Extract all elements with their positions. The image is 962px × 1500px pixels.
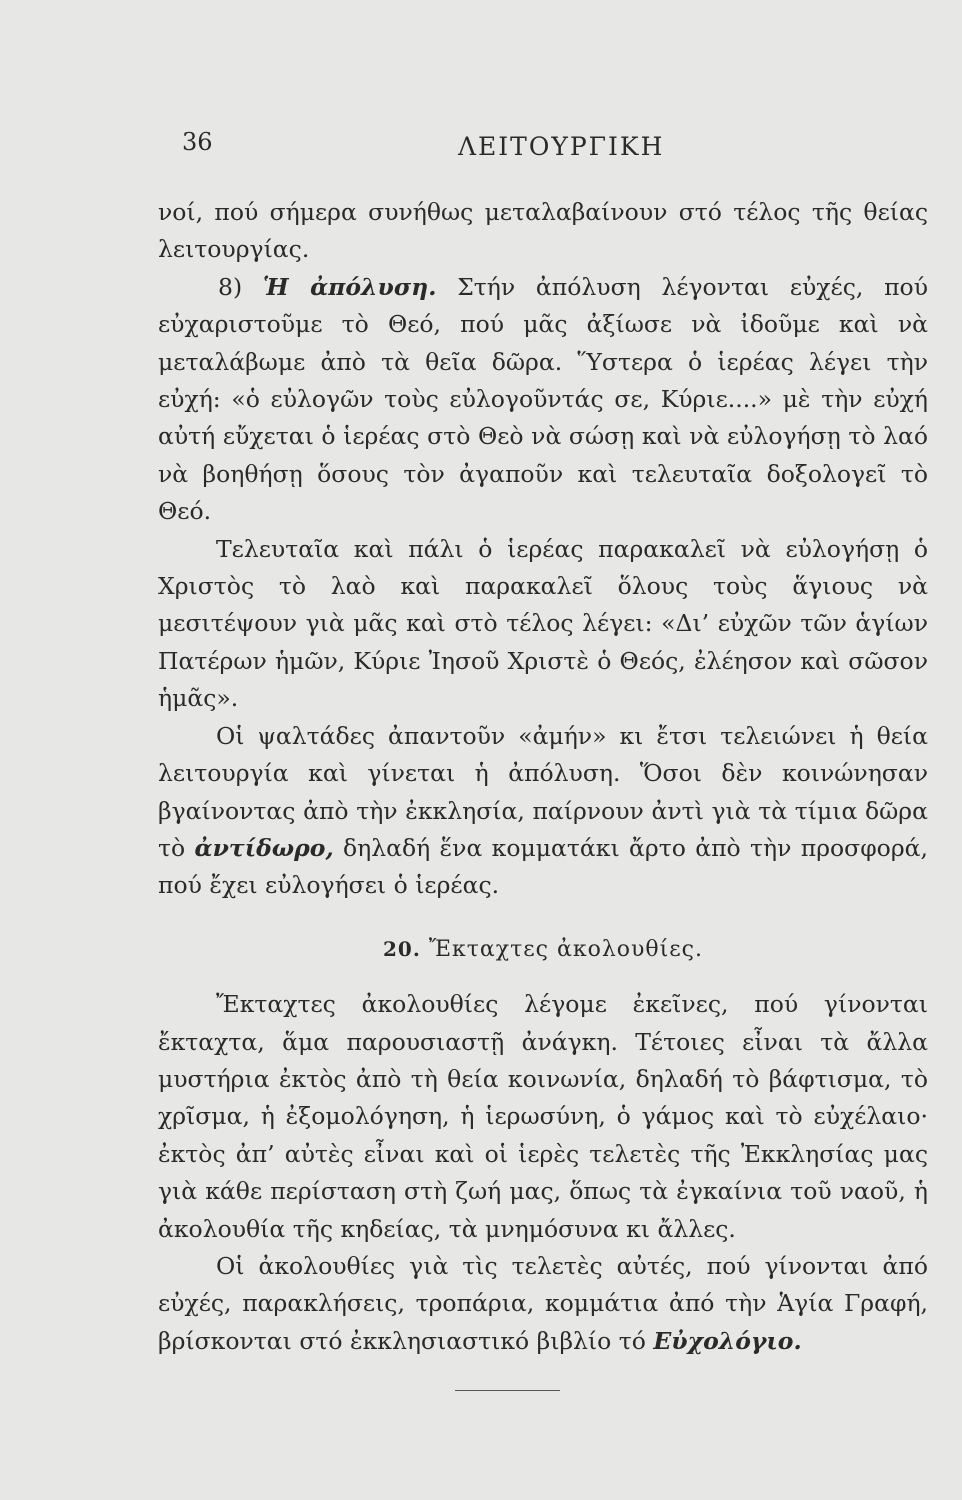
section-heading bbox=[158, 931, 928, 968]
paragraph-antidoro-part1: Οἱ ψαλτάδες ἀπαντοῦν «ἀμήν» κι ἔτσι τελειώνει ἡ θεία λειτουργία καὶ γίνεται ἡ ἀπόλυση. Ὅσοι δὲν κοινώνησαν βγαίνοντας ἀπὸ τὴν ἐκκλησία, παίρνουν ἀντὶ γιὰ τὰ τίμια δῶρα τὸ bbox=[158, 721, 928, 862]
term-euchologio: Εὐχολόγιο. bbox=[653, 1326, 802, 1355]
paragraph-euchologio-text: Οἱ ἀκολουθίες γιὰ τὶς τελετὲς αὐτές, πού γίνονται ἀπό εὐχές, παρακλήσεις, τροπάρια, κομμάτια ἀπό τὴν Ἁγία Γραφή, βρίσκονται στό ἐκκλησιαστικό βιβλίο τό bbox=[158, 1251, 928, 1355]
section-number: 20. bbox=[383, 936, 421, 961]
page-header bbox=[158, 118, 922, 178]
running-head: ΛΕΙΤΟΥΡΓΙΚΗ bbox=[458, 132, 665, 161]
section-title: Ἔκταχτες ἀκολουθίες. bbox=[428, 936, 703, 962]
term-antidoro: ἀντίδωρο, bbox=[194, 833, 334, 862]
item-text: Στήν ἀπόλυση λέγονται εὐχές, πού εὐχαριστοῦμε τὸ Θεό, πού μᾶς ἀξίωσε νὰ ἰδοῦμε καὶ νὰ μεταλάβωμε ἀπὸ τὰ θεῖα δῶρα. Ὕστερα ὁ ἱερέας λέγει τὴν εὐχή: «ὁ εὐλογῶν τοὺς εὐλογοῦντάς σε, Κύριε....» μὲ τὴν εὐχή αὐτή εὔχεται ὁ ἱερέας στὸ Θεὸ νὰ σώσῃ καὶ νὰ εὐλογήσῃ τὸ λαό νὰ βοηθήσῃ ὅσους τὸν ἀγαποῦν καὶ τελευταῖα δοξολογεῖ τὸ Θεό. bbox=[158, 272, 928, 526]
item-title: Ἡ ἀπόλυση. bbox=[262, 272, 437, 301]
paragraph-antidoro-part2: δηλαδή ἕνα κομματάκι ἄρτο ἀπὸ τὴν προσφορά, πού ἔχει εὐλογήσει ὁ ἱερέας. bbox=[158, 833, 928, 900]
paragraph-continuation: νοί, πού σήμερα συνήθως μεταλαβαίνουν στό τέλος τῆς θείας λειτουργίας. bbox=[158, 198, 928, 264]
paragraph-apolysi bbox=[158, 269, 928, 531]
paragraph-final-blessing: Τελευταῖα καὶ πάλι ὁ ἱερέας παρακαλεῖ νὰ εὐλογήσῃ ὁ Χριστὸς τὸ λαὸ καὶ παρακαλεῖ ὅλους τοὺς ἅγιους νὰ μεσιτέψουν γιὰ μᾶς καὶ στὸ τέλος λέγει: «Δι’ εὐχῶν τῶν ἁγίων Πατέρων ἡμῶν, Κύριε Ἰησοῦ Χριστὲ ὁ Θεός, ἐλέησον καὶ σῶσον ἡμᾶς». bbox=[158, 534, 928, 713]
paragraph-antidoro bbox=[158, 718, 928, 905]
item-number: 8) bbox=[218, 272, 243, 301]
paragraph-euchologio bbox=[158, 1248, 928, 1360]
bottom-rule bbox=[455, 1390, 560, 1391]
page-body bbox=[158, 194, 928, 1360]
page-number: 36 bbox=[182, 128, 213, 156]
paragraph-ektaktes: Ἔκταχτες ἀκολουθίες λέγομε ἐκεῖνες, πού γίνονται ἔκταχτα, ἅμα παρουσιαστῇ ἀνάγκη. Τέτοιες εἶναι τὰ ἄλλα μυστήρια ἐκτὸς ἀπὸ τὴ θεία κοινωνία, δηλαδή τὸ βάφτισμα, τὸ χρῖσμα, ἡ ἐξομολόγηση, ἡ ἱερωσύνη, ὁ γάμος καὶ τὸ εὐχέλαιο· ἐκτὸς ἀπ’ αὐτὲς εἶναι καὶ οἱ ἱερὲς τελετὲς τῆς Ἐκκλησίας μας γιὰ κάθε περίσταση στὴ ζωή μας, ὅπως τὰ ἐγκαίνια τοῦ ναοῦ, ἡ ἀκολουθία τῆς κηδείας, τὰ μνημόσυνα κι ἄλλες. bbox=[158, 990, 928, 1243]
